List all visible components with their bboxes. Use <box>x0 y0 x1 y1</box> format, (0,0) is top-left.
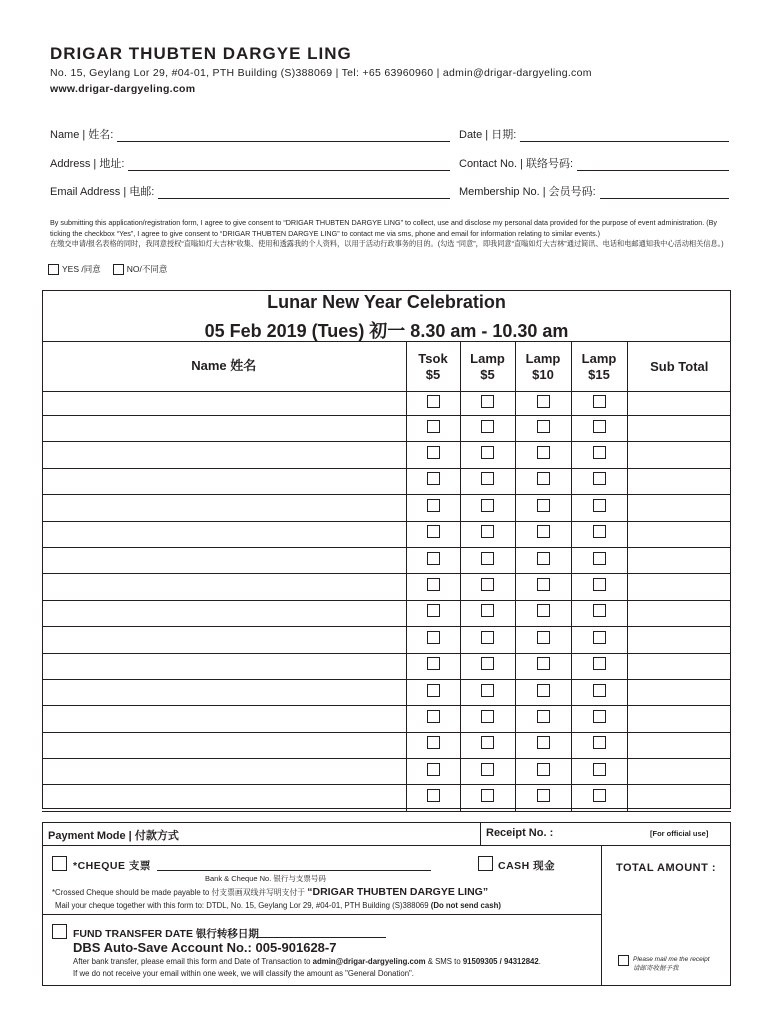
mail-receipt-zh: 请邮寄收据予我 <box>633 965 679 972</box>
lamp5-checkbox[interactable] <box>481 446 494 459</box>
table-row <box>42 679 731 705</box>
cheque-label: *CHEQUE 支票 <box>73 860 151 872</box>
lamp15-checkbox[interactable] <box>593 395 606 408</box>
lamp10-label: Lamp <box>525 350 561 366</box>
lamp5-cell <box>460 547 515 573</box>
row-name-cell[interactable] <box>42 547 406 573</box>
lamp5-cell <box>460 759 515 785</box>
lamp15-cell <box>571 574 627 600</box>
tsok-checkbox[interactable] <box>427 736 440 749</box>
lamp10-cell <box>515 759 571 785</box>
lamp15-checkbox[interactable] <box>593 684 606 697</box>
lamp10-checkbox[interactable] <box>537 736 550 749</box>
tsok-label: Tsok <box>418 350 448 366</box>
lamp10-checkbox[interactable] <box>537 472 550 485</box>
lamp5-cell <box>460 706 515 732</box>
mail-receipt-checkbox[interactable] <box>618 955 629 966</box>
tsok-checkbox[interactable] <box>427 499 440 512</box>
date-field-label: Date | 日期: <box>459 129 517 141</box>
lamp10-checkbox[interactable] <box>537 395 550 408</box>
row-name-cell[interactable] <box>42 653 406 679</box>
email-field-line[interactable] <box>158 187 450 199</box>
payment-divider <box>42 914 601 915</box>
lamp10-checkbox[interactable] <box>537 763 550 776</box>
lamp5-checkbox[interactable] <box>481 763 494 776</box>
lamp15-cell <box>571 495 627 521</box>
total-amount-label: TOTAL AMOUNT : <box>615 862 717 874</box>
lamp15-checkbox[interactable] <box>593 710 606 723</box>
row-name-cell[interactable] <box>42 495 406 521</box>
lamp10-checkbox[interactable] <box>537 525 550 538</box>
tsok-checkbox[interactable] <box>427 525 440 538</box>
registration-table <box>42 341 731 812</box>
lamp5-checkbox[interactable] <box>481 420 494 433</box>
lamp15-cell <box>571 653 627 679</box>
tsok-cell <box>406 706 460 732</box>
tsok-cell <box>406 442 460 468</box>
lamp15-checkbox[interactable] <box>593 657 606 670</box>
row-name-cell[interactable] <box>42 785 406 811</box>
lamp15-cell <box>571 785 627 811</box>
consent-yes-checkbox[interactable] <box>48 264 59 275</box>
tsok-cell <box>406 759 460 785</box>
membership-field-label: Membership No. | 会员号码: <box>459 186 596 198</box>
lamp10-cell <box>515 732 571 758</box>
row-name-cell[interactable] <box>42 416 406 442</box>
lamp5-checkbox[interactable] <box>481 472 494 485</box>
event-subtitle: 05 Feb 2019 (Tues) 初一 8.30 am - 10.30 am <box>204 321 569 341</box>
lamp5-cell <box>460 416 515 442</box>
after-transfer-email: admin@drigar-dargyeling.com <box>312 957 426 966</box>
mail-note-bold: (Do not send cash) <box>430 901 501 910</box>
lamp10-cell <box>515 416 571 442</box>
lamp15-checkbox[interactable] <box>593 499 606 512</box>
lamp15-cell <box>571 547 627 573</box>
lamp10-cell <box>515 785 571 811</box>
row-subtotal-cell[interactable] <box>627 547 731 573</box>
lamp10-price: $10 <box>532 366 554 382</box>
lamp10-checkbox[interactable] <box>537 604 550 617</box>
crossed-payee: “DRIGAR THUBTEN DARGYE LING” <box>307 886 489 898</box>
row-subtotal-cell[interactable] <box>627 627 731 653</box>
lamp15-checkbox[interactable] <box>593 420 606 433</box>
cash-checkbox[interactable] <box>478 856 493 871</box>
tsok-cell <box>406 679 460 705</box>
table-row <box>42 416 731 442</box>
tsok-checkbox[interactable] <box>427 631 440 644</box>
address-field[interactable] <box>50 155 450 171</box>
tsok-cell <box>406 547 460 573</box>
tsok-cell <box>406 732 460 758</box>
tsok-checkbox[interactable] <box>427 604 440 617</box>
lamp5-cell <box>460 521 515 547</box>
tsok-checkbox[interactable] <box>427 763 440 776</box>
lamp15-checkbox[interactable] <box>593 552 606 565</box>
tsok-checkbox[interactable] <box>427 710 440 723</box>
fund-transfer-checkbox[interactable] <box>52 924 67 939</box>
consent-no-label: NO/不同意 <box>126 264 168 274</box>
table-row <box>42 495 731 521</box>
tsok-cell <box>406 392 460 416</box>
address-field-label: Address | 地址: <box>50 158 125 170</box>
col-header-subtotal: Sub Total <box>627 342 731 392</box>
lamp10-cell <box>515 679 571 705</box>
row-name-cell[interactable] <box>42 521 406 547</box>
consent-yes-label: YES /同意 <box>62 264 101 274</box>
lamp5-cell <box>460 785 515 811</box>
row-subtotal-cell[interactable] <box>627 468 731 494</box>
lamp10-checkbox[interactable] <box>537 499 550 512</box>
lamp5-checkbox[interactable] <box>481 736 494 749</box>
org-address: No. 15, Geylang Lor 29, #04-01, PTH Building (S)388069 | Tel: +65 63960960 | admin@drigar-dargyeling.com <box>50 67 592 79</box>
lamp10-cell <box>515 706 571 732</box>
table-row <box>42 521 731 547</box>
lamp10-checkbox[interactable] <box>537 446 550 459</box>
row-subtotal-cell[interactable] <box>627 442 731 468</box>
lamp15-label: Lamp <box>581 350 617 366</box>
lamp10-cell <box>515 574 571 600</box>
row-subtotal-cell[interactable] <box>627 574 731 600</box>
lamp15-checkbox[interactable] <box>593 631 606 644</box>
consent-text <box>50 218 730 250</box>
tsok-checkbox[interactable] <box>427 446 440 459</box>
table-row <box>42 547 731 573</box>
fund-transfer-date-line[interactable] <box>256 937 386 938</box>
row-subtotal-cell[interactable] <box>627 679 731 705</box>
lamp15-checkbox[interactable] <box>593 446 606 459</box>
lamp15-cell <box>571 442 627 468</box>
email-field[interactable] <box>50 183 450 199</box>
lamp5-cell <box>460 574 515 600</box>
lamp15-cell <box>571 392 627 416</box>
tsok-checkbox[interactable] <box>427 657 440 670</box>
col-header-lamp15 <box>571 342 627 392</box>
row-name-cell[interactable] <box>42 627 406 653</box>
lamp15-cell <box>571 732 627 758</box>
row-subtotal-cell[interactable] <box>627 653 731 679</box>
lamp5-checkbox[interactable] <box>481 604 494 617</box>
lamp15-price: $15 <box>588 366 610 382</box>
date-field-line[interactable] <box>520 130 729 142</box>
lamp10-cell <box>515 392 571 416</box>
row-name-cell[interactable] <box>42 392 406 416</box>
payment-mode-header: Payment Mode | 付款方式 <box>42 822 481 846</box>
no-receive-note: If we do not receive your email within one week, we will classify the amount as "General Donation". <box>73 969 414 978</box>
membership-field[interactable] <box>459 183 729 199</box>
row-subtotal-cell[interactable] <box>627 600 731 626</box>
lamp5-cell <box>460 679 515 705</box>
lamp5-checkbox[interactable] <box>481 395 494 408</box>
tsok-cell <box>406 627 460 653</box>
lamp5-checkbox[interactable] <box>481 525 494 538</box>
after-transfer-3: . <box>538 957 541 966</box>
crossed-prefix: *Crossed Cheque should be made payable to 付支票画双线并写明支付于 <box>52 888 308 897</box>
tsok-cell <box>406 653 460 679</box>
lamp5-checkbox[interactable] <box>481 684 494 697</box>
lamp10-checkbox[interactable] <box>537 420 550 433</box>
lamp10-checkbox[interactable] <box>537 552 550 565</box>
tsok-checkbox[interactable] <box>427 395 440 408</box>
tsok-checkbox[interactable] <box>427 789 440 802</box>
tsok-checkbox[interactable] <box>427 552 440 565</box>
table-row <box>42 468 731 494</box>
after-transfer-2: & SMS to <box>425 957 463 966</box>
table-row <box>42 732 731 758</box>
address-field-line[interactable] <box>128 159 450 171</box>
row-subtotal-cell[interactable] <box>627 706 731 732</box>
lamp15-cell <box>571 600 627 626</box>
lamp5-checkbox[interactable] <box>481 499 494 512</box>
lamp15-cell <box>571 521 627 547</box>
lamp10-checkbox[interactable] <box>537 684 550 697</box>
mail-receipt-note <box>633 955 729 973</box>
contact-field[interactable] <box>459 155 729 171</box>
col-header-name: Name 姓名 <box>42 342 406 392</box>
consent-no-checkbox[interactable] <box>113 264 124 275</box>
tsok-cell <box>406 574 460 600</box>
lamp5-price: $5 <box>480 366 495 382</box>
table-row <box>42 785 731 811</box>
row-subtotal-cell[interactable] <box>627 495 731 521</box>
date-field[interactable] <box>459 126 729 142</box>
org-website: www.drigar-dargyeling.com <box>50 83 196 95</box>
table-row <box>42 442 731 468</box>
tsok-cell <box>406 600 460 626</box>
lamp10-checkbox[interactable] <box>537 578 550 591</box>
lamp5-checkbox[interactable] <box>481 552 494 565</box>
after-transfer-note <box>73 957 541 966</box>
lamp5-cell <box>460 392 515 416</box>
name-field-label: Name | 姓名: <box>50 129 114 141</box>
lamp10-checkbox[interactable] <box>537 657 550 670</box>
fund-transfer-label: FUND TRANSFER DATE 银行转移日期 <box>73 928 259 940</box>
tsok-cell <box>406 495 460 521</box>
row-name-cell[interactable] <box>42 706 406 732</box>
row-name-cell[interactable] <box>42 732 406 758</box>
lamp15-checkbox[interactable] <box>593 763 606 776</box>
row-subtotal-cell[interactable] <box>627 521 731 547</box>
tsok-cell <box>406 521 460 547</box>
lamp10-checkbox[interactable] <box>537 789 550 802</box>
cash-label: CASH 现金 <box>498 860 556 872</box>
cheque-sublabel: Bank & Cheque No. 银行与支票号码 <box>205 874 326 883</box>
tsok-cell <box>406 785 460 811</box>
col-header-lamp5 <box>460 342 515 392</box>
row-name-cell[interactable] <box>42 442 406 468</box>
lamp15-checkbox[interactable] <box>593 472 606 485</box>
lamp10-cell <box>515 653 571 679</box>
membership-field-line[interactable] <box>600 187 729 199</box>
mail-cheque-note <box>55 901 501 910</box>
table-row <box>42 706 731 732</box>
contact-field-label: Contact No. | 联络号码: <box>459 158 574 170</box>
row-name-cell[interactable] <box>42 600 406 626</box>
tsok-price: $5 <box>425 366 441 382</box>
tsok-checkbox[interactable] <box>427 420 440 433</box>
contact-field-line[interactable] <box>577 159 729 171</box>
col-header-lamp10 <box>515 342 571 392</box>
tsok-checkbox[interactable] <box>427 684 440 697</box>
lamp10-cell <box>515 442 571 468</box>
lamp10-cell <box>515 495 571 521</box>
consent-chinese: 在缴交申请/报名表格的同时，我同意授权“直嗡如灯大吉林”收集、使用和透露我的个人资料，以用于活动行政事务的目的。(勾选 “同意”，即我同意“直嗡如灯大吉林”通过简讯、电话和电邮通知我中心活动相关信息。) <box>50 239 724 249</box>
event-title: Lunar New Year Celebration <box>267 292 506 312</box>
row-name-cell[interactable] <box>42 679 406 705</box>
consent-english: By submitting this application/registration form, I agree to give consent to “DRIGAR THUBTEN DARGYE LING” to collect, use and disclose my personal data provided for the purpose of event administration. (By ticking the checkbox “Yes”, I agree to give consent to “DRIGAR THUBTEN DARGYE LING” to contact me via sms, phone and email for information relating to similar events.) <box>50 218 718 238</box>
row-subtotal-cell[interactable] <box>627 732 731 758</box>
table-row <box>42 653 731 679</box>
lamp5-cell <box>460 442 515 468</box>
lamp15-cell <box>571 706 627 732</box>
name-field-line[interactable] <box>117 130 450 142</box>
lamp5-checkbox[interactable] <box>481 789 494 802</box>
tsok-checkbox[interactable] <box>427 472 440 485</box>
lamp15-cell <box>571 627 627 653</box>
tsok-checkbox[interactable] <box>427 578 440 591</box>
table-row <box>42 574 731 600</box>
tsok-cell <box>406 416 460 442</box>
lamp15-cell <box>571 468 627 494</box>
crossed-cheque-note <box>52 886 488 898</box>
lamp15-checkbox[interactable] <box>593 525 606 538</box>
dbs-prefix: DBS Auto-Save Account No.: <box>73 940 256 955</box>
dbs-number: 005-901628-7 <box>255 940 337 955</box>
org-name: DRIGAR THUBTEN DARGYE LING <box>50 44 352 63</box>
lamp5-cell <box>460 732 515 758</box>
lamp15-cell <box>571 416 627 442</box>
lamp15-checkbox[interactable] <box>593 604 606 617</box>
table-row <box>42 759 731 785</box>
lamp5-cell <box>460 600 515 626</box>
lamp10-cell <box>515 468 571 494</box>
lamp5-label: Lamp <box>470 350 505 366</box>
dbs-account <box>73 940 336 955</box>
email-field-label: Email Address | 电邮: <box>50 186 155 198</box>
row-name-cell[interactable] <box>42 574 406 600</box>
after-transfer-1: After bank transfer, please email this form and Date of Transaction to <box>73 957 313 966</box>
lamp15-cell <box>571 679 627 705</box>
row-subtotal-cell[interactable] <box>627 785 731 811</box>
official-use-note: [For official use] <box>650 829 709 838</box>
lamp5-checkbox[interactable] <box>481 578 494 591</box>
row-subtotal-cell[interactable] <box>627 392 731 416</box>
table-row <box>42 600 731 626</box>
lamp5-cell <box>460 627 515 653</box>
row-subtotal-cell[interactable] <box>627 416 731 442</box>
mail-note-prefix: Mail your cheque together with this form to: DTDL, No. 15, Geylang Lor 29, #04-01, PTH Building (S)388069 <box>55 901 431 910</box>
lamp5-cell <box>460 495 515 521</box>
lamp5-checkbox[interactable] <box>481 631 494 644</box>
lamp5-checkbox[interactable] <box>481 657 494 670</box>
lamp10-cell <box>515 521 571 547</box>
lamp5-checkbox[interactable] <box>481 710 494 723</box>
row-name-cell[interactable] <box>42 468 406 494</box>
row-subtotal-cell[interactable] <box>627 759 731 785</box>
lamp10-cell <box>515 600 571 626</box>
receipt-no-header: Receipt No. : <box>481 822 731 846</box>
lamp5-cell <box>460 468 515 494</box>
consent-options <box>48 263 167 275</box>
lamp15-checkbox[interactable] <box>593 578 606 591</box>
mail-receipt-en: Please mail me the receipt <box>633 956 710 963</box>
lamp10-checkbox[interactable] <box>537 710 550 723</box>
after-transfer-sms: 91509305 / 94312842 <box>462 957 539 966</box>
lamp10-checkbox[interactable] <box>537 631 550 644</box>
table-row <box>42 627 731 653</box>
lamp5-cell <box>460 653 515 679</box>
row-name-cell[interactable] <box>42 759 406 785</box>
cheque-number-line[interactable] <box>157 870 431 871</box>
lamp15-cell <box>571 759 627 785</box>
lamp15-checkbox[interactable] <box>593 736 606 749</box>
cheque-checkbox[interactable] <box>52 856 67 871</box>
col-header-tsok <box>406 342 460 392</box>
table-row <box>42 392 731 416</box>
lamp10-cell <box>515 627 571 653</box>
lamp10-cell <box>515 547 571 573</box>
lamp15-checkbox[interactable] <box>593 789 606 802</box>
tsok-cell <box>406 468 460 494</box>
name-field[interactable] <box>50 126 450 142</box>
